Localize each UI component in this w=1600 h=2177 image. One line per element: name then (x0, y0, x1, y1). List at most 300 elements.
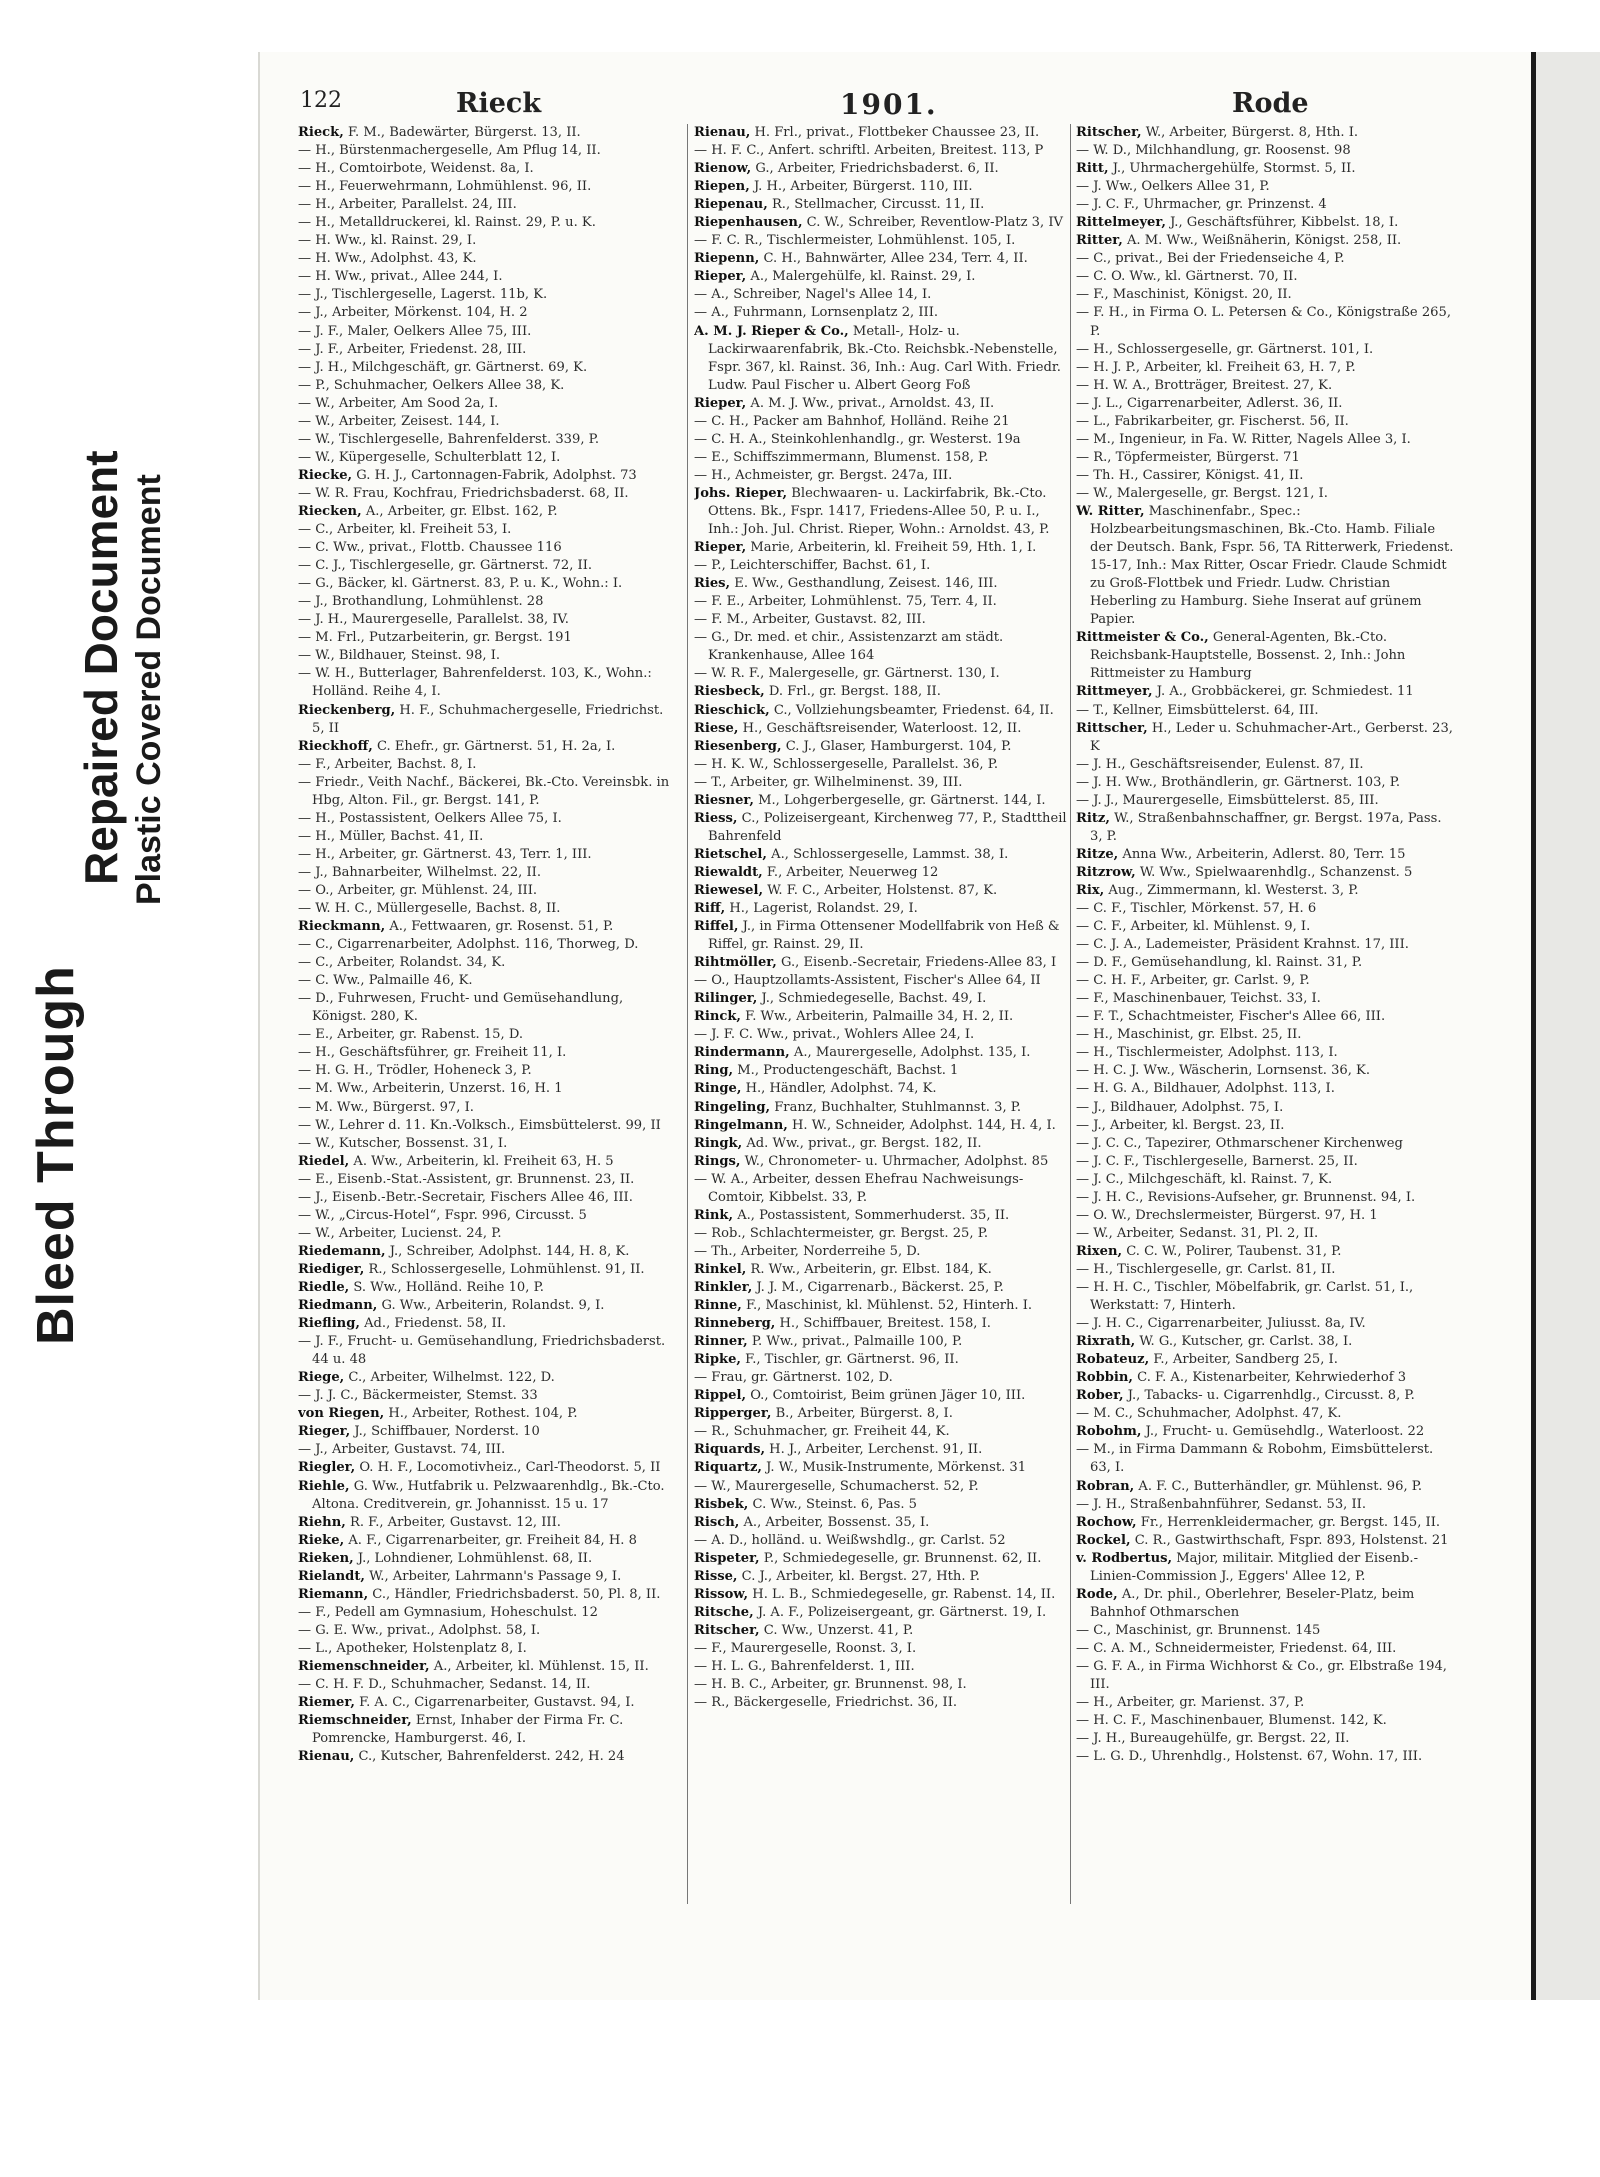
entry-details: — H. F. C., Anfert. schriftl. Arbeiten, Breitest. 113, P (694, 143, 1044, 159)
entry-details: — F. H., in Firma O. L. Petersen & Co., Königstraße 265, P. (1076, 305, 1451, 339)
directory-entry (694, 1405, 1074, 1423)
entry-details: A., Postassistent, Sommerhuderst. 35, II. (737, 1207, 1010, 1223)
entry-details: S. Ww., Holländ. Reihe 10, P. (353, 1280, 544, 1295)
entry-details: — W., Lehrer d. 11. Kn.-Volksch., Eimsbüttelerst. 99, II (298, 1117, 661, 1133)
entry-details: — R., Bäckergeselle, Friedrichst. 36, II. (694, 1695, 958, 1711)
entry-details: — A., Fuhrmann, Lornsenplatz 2, III. (694, 305, 939, 321)
directory-entry (298, 1405, 678, 1423)
entry-details: — C. O. Ww., kl. Gärtnerst. 70, II. (1076, 269, 1298, 285)
entry-surname: Rinkel, (694, 1261, 747, 1277)
entry-surname: Riepenn, (694, 251, 760, 267)
directory-entry (694, 990, 1074, 1008)
directory-entry (694, 1586, 1074, 1604)
directory-entry (694, 232, 1074, 250)
directory-entry (694, 214, 1074, 232)
directory-entry (694, 665, 1074, 683)
entry-details: J., Schiffbauer, Norderst. 10 (354, 1424, 540, 1440)
entry-details: — J., Tischlergeselle, Lagerst. 11b, K. (298, 287, 548, 303)
entry-details: Metall-, Holz- u. Lackirwaarenfabrik, Bk.-Cto. Reichsbk.-Nebenstelle, Fspr. 367, kl. Rainst. 36, Inh.: Aug. Carl With. Friedr. Ludw. Paul Fischer u. Albert Georg Foß (708, 323, 1061, 393)
entry-details: C. J., Glaser, Hamburgerst. 104, P. (785, 738, 1012, 754)
entry-details: F., Arbeiter, Neuerweg 12 (766, 864, 939, 880)
directory-entry (298, 1080, 678, 1098)
entry-details: — C., Cigarrenarbeiter, Adolphst. 116, Thorweg, D. (298, 937, 639, 953)
entry-details: — G., Dr. med. et chir., Assistenzarzt am städt. Krankenhause, Allee 164 (694, 630, 1004, 664)
directory-entry (694, 1387, 1074, 1405)
entry-surname: Ripke, (694, 1352, 741, 1368)
directory-entry (694, 1441, 1074, 1459)
entry-details: — W., Kutscher, Bossenst. 31, I. (298, 1135, 508, 1151)
directory-entry (298, 178, 678, 196)
entry-details: J., in Firma Ottensener Modellfabrik von Heß & Riffel, gr. Rainst. 29, II. (708, 919, 1060, 953)
entry-surname: Riepenhausen, (694, 215, 803, 231)
directory-entry (298, 1207, 678, 1225)
entry-details: J., Lohndiener, Lohmühlenst. 68, II. (357, 1550, 593, 1566)
entry-details: W., Chronometer- u. Uhrmacher, Adolphst. 85 (744, 1153, 1049, 1169)
entry-surname: Rinneberg, (694, 1316, 776, 1332)
entry-details: — J. F., Arbeiter, Friedenst. 28, III. (298, 341, 527, 357)
entry-surname: Rinkler, (694, 1280, 753, 1295)
entry-surname: A. M. J. Rieper & Co., (694, 323, 849, 339)
entry-surname: Rinner, (694, 1334, 748, 1350)
entry-details: — F. M., Arbeiter, Gustavst. 82, III. (694, 612, 926, 628)
entry-details: — W., Küpergeselle, Schulterblatt 12, I. (298, 449, 561, 465)
directory-entry (298, 1586, 678, 1604)
entry-surname: Riemschneider, (298, 1713, 412, 1729)
directory-entry (298, 449, 678, 467)
directory-entry (1076, 1658, 1456, 1694)
directory-entry (694, 1694, 1074, 1712)
entry-details: — W., Arbeiter, Lucienst. 24, P. (298, 1225, 502, 1241)
entry-details: — J. J. C., Bäckermeister, Stemst. 33 (298, 1388, 538, 1404)
entry-details: — H., Maschinist, gr. Elbst. 25, II. (1076, 1027, 1302, 1043)
entry-surname: Rixrath, (1076, 1334, 1136, 1350)
entry-details: Ernst, Inhaber der Firma Fr. C. Pomrencke, Hamburgerst. 46, I. (312, 1713, 624, 1747)
entry-details: — H. Ww., Adolphst. 43, K. (298, 251, 477, 267)
entry-details: H. L. B., Schmiedegeselle, gr. Rabenst. 14, II. (752, 1586, 1056, 1602)
directory-entry (1076, 683, 1456, 701)
directory-entry (298, 377, 678, 395)
entry-details: H. J., Arbeiter, Lerchenst. 91, II. (769, 1442, 983, 1458)
entry-details: — J. C., Milchgeschäft, kl. Rainst. 7, K. (1076, 1171, 1333, 1187)
running-head-left: Rieck (456, 88, 542, 119)
entry-details: A., Fettwaaren, gr. Rosenst. 51, P. (389, 919, 614, 935)
directory-entry (1076, 1243, 1456, 1261)
entry-details: — H., Müller, Bachst. 41, II. (298, 828, 484, 844)
entry-details: — C., Arbeiter, Rolandst. 34, K. (298, 955, 506, 971)
entry-details: F., Tischler, gr. Gärtnerst. 96, II. (745, 1352, 959, 1368)
directory-entry (694, 810, 1074, 846)
entry-details: — W. D., Milchhandlung, gr. Roosenst. 98 (1076, 143, 1351, 159)
entry-details: — Th. H., Cassirer, Königst. 41, II. (1076, 467, 1304, 483)
directory-entry (1076, 702, 1456, 720)
entry-surname: von Riegen, (298, 1406, 385, 1422)
directory-entry (298, 647, 678, 665)
directory-entry (298, 756, 678, 774)
directory-entry (298, 882, 678, 900)
directory-entry (694, 683, 1074, 701)
directory-entry (1076, 250, 1456, 268)
entry-details: — J. H., Straßenbahnführer, Sedanst. 53, II. (1076, 1496, 1366, 1512)
directory-entry (694, 774, 1074, 792)
directory-entry (298, 1622, 678, 1640)
entry-details: — G. F. A., in Firma Wichhorst & Co., gr. Elbstraße 194, III. (1076, 1658, 1447, 1693)
directory-entry (1076, 467, 1456, 485)
entry-details: F. M., Badewärter, Bürgerst. 13, II. (347, 125, 581, 140)
entry-details: — M. C., Schuhmacher, Adolphst. 47, K. (1076, 1406, 1342, 1422)
directory-entry (298, 467, 678, 485)
entry-surname: Riesbeck, (694, 684, 765, 700)
entry-details: C. W., Schreiber, Reventlow-Platz 3, IV (806, 215, 1063, 231)
directory-entry (1076, 142, 1456, 160)
entry-details: — P., Schuhmacher, Oelkers Allee 38, K. (298, 377, 565, 393)
entry-surname: v. Rodbertus, (1076, 1550, 1173, 1566)
entry-details: — H., Metalldruckerei, kl. Rainst. 29, P. u. K. (298, 215, 596, 231)
entry-surname: Riemer, (298, 1695, 355, 1711)
directory-entry (298, 1694, 678, 1712)
entry-details: — W., Tischlergeselle, Bahrenfelderst. 339, P. (298, 431, 599, 447)
directory-entry (694, 972, 1074, 990)
directory-entry (1076, 1044, 1456, 1062)
entry-details: — J., Brothandlung, Lohmühlenst. 28 (298, 594, 544, 610)
entry-details: — J., Eisenb.-Betr.-Secretair, Fischers Allee 46, III. (298, 1189, 633, 1205)
entry-surname: Rieckenberg, (298, 702, 396, 718)
entry-surname: Ritter, (1076, 233, 1123, 249)
entry-details: — J. F., Frucht- u. Gemüsehandlung, Friedrichsbaderst. 44 u. 48 (298, 1334, 666, 1368)
entry-details: — J., Arbeiter, Gustavst. 74, III. (298, 1442, 506, 1458)
directory-entry (298, 665, 678, 701)
entry-details: — J., Arbeiter, Mörkenst. 104, H. 2 (298, 305, 528, 321)
directory-entry (694, 1080, 1074, 1098)
directory-entry (298, 160, 678, 178)
directory-entry (694, 1423, 1074, 1441)
entry-surname: Robateuz, (1076, 1352, 1150, 1368)
entry-surname: W. Ritter, (1076, 503, 1145, 519)
entry-details: — H. C. J. Ww., Wäscherin, Lornsenst. 36, K. (1076, 1063, 1370, 1079)
entry-details: — M. Ww., Bürgerst. 97, I. (298, 1099, 474, 1115)
entry-details: — C., Arbeiter, kl. Freiheit 53, I. (298, 522, 512, 538)
entry-details: Blechwaaren- u. Lackirfabrik, Bk.-Cto. Ottens. Bk., Fspr. 1417, Friedens-Allee 50, P. u. I., Inh.: Joh. Jul. Christ. Rieper, Wohn.: Arnoldst. 43, P. (708, 485, 1050, 538)
directory-entry (694, 1459, 1074, 1477)
entry-details: F. A. C., Cigarrenarbeiter, Gustavst. 94, I. (359, 1695, 635, 1711)
entry-details: — H., Feuerwehrmann, Lohmühlenst. 96, II. (298, 179, 592, 195)
entry-surname: Rieckmann, (298, 919, 386, 935)
entry-surname: Riepen, (694, 179, 750, 195)
directory-entry (694, 1351, 1074, 1369)
directory-entry (298, 1044, 678, 1062)
entry-details: — C. H. A., Steinkohlenhandlg., gr. Westerst. 19a (694, 431, 1021, 447)
directory-entry (694, 1640, 1074, 1658)
directory-entry (694, 467, 1074, 485)
directory-entry (694, 323, 1074, 395)
entry-surname: Rielandt, (298, 1568, 365, 1584)
entry-details: M., Productengeschäft, Bachst. 1 (737, 1063, 959, 1079)
entry-details: — H. G. H., Trödler, Hoheneck 3, P. (298, 1063, 532, 1079)
directory-entry (298, 1568, 678, 1586)
directory-entry (298, 503, 678, 521)
entry-surname: Rittmeyer, (1076, 684, 1153, 700)
entry-details: — H., Arbeiter, gr. Marienst. 37, P. (1076, 1695, 1305, 1711)
entry-surname: Rieke, (298, 1532, 345, 1548)
directory-column-3 (1076, 124, 1456, 1914)
entry-details: A., Schlossergeselle, Lammst. 38, I. (771, 846, 1009, 862)
entry-details: — Frau, gr. Gärtnerst. 102, D. (694, 1370, 893, 1386)
entry-details: — W., Bildhauer, Steinst. 98, I. (298, 648, 501, 664)
directory-entry (694, 1604, 1074, 1622)
entry-surname: Johs. Rieper, (694, 485, 788, 501)
entry-details: H. F., Schuhmachergeselle, Friedrichst. 5, II (312, 702, 664, 736)
entry-details: — L., Fabrikarbeiter, gr. Fischerst. 56, II. (1076, 413, 1349, 429)
entry-details: — F. E., Arbeiter, Lohmühlenst. 75, Terr. 4, II. (694, 594, 997, 610)
entry-details: A., Arbeiter, gr. Elbst. 162, P. (365, 503, 558, 519)
directory-entry (298, 900, 678, 918)
directory-entry (298, 1315, 678, 1333)
entry-details: — C. H. F. D., Schuhmacher, Sedanst. 14, II. (298, 1677, 591, 1693)
next-page-edge (1531, 52, 1600, 2000)
entry-details: C. Ww., Steinst. 6, Pas. 5 (752, 1496, 917, 1512)
directory-entry (694, 196, 1074, 214)
directory-entry (1076, 395, 1456, 413)
entry-details: A. M. J. Ww., privat., Arnoldst. 43, II. (750, 395, 995, 411)
directory-entry (298, 1550, 678, 1568)
entry-details: O. H. F., Locomotivheiz., Carl-Theodorst. 5, II (359, 1460, 661, 1476)
running-head-right: Rode (1232, 88, 1309, 119)
directory-entry (1076, 1478, 1456, 1496)
entry-details: — F., Maurergeselle, Roonst. 3, I. (694, 1640, 917, 1656)
entry-surname: Riewaldt, (694, 864, 763, 880)
directory-entry (694, 1514, 1074, 1532)
entry-details: — J. H., Bureaugehülfe, gr. Bergst. 22, II. (1076, 1731, 1350, 1747)
directory-entry (694, 1315, 1074, 1333)
entry-details: — H. Ww., privat., Allee 244, I. (298, 269, 503, 285)
directory-entry (694, 1099, 1074, 1117)
directory-entry (1076, 864, 1456, 882)
directory-entry (298, 268, 678, 286)
directory-entry (298, 359, 678, 377)
entry-details: C. Ww., Unzerst. 41, P. (763, 1622, 914, 1638)
directory-entry (298, 1099, 678, 1117)
entry-details: A. Ww., Arbeiterin, kl. Freiheit 63, H. 5 (353, 1153, 614, 1169)
directory-entry (1076, 1730, 1456, 1748)
directory-entry (694, 1369, 1074, 1387)
directory-entry (1076, 1586, 1456, 1622)
entry-surname: Ritt, (1076, 161, 1109, 177)
entry-surname: Rieschick, (694, 702, 770, 718)
entry-details: — W. H., Butterlager, Bahrenfelderst. 103, K., Wohn.: Holländ. Reihe 4, I. (298, 666, 652, 700)
directory-entry (1076, 720, 1456, 756)
entry-surname: Robbin, (1076, 1370, 1133, 1386)
directory-entry (694, 1008, 1074, 1026)
entry-details: — M. Frl., Putzarbeiterin, gr. Bergst. 191 (298, 630, 572, 646)
entry-details: F., Maschinist, kl. Mühlenst. 52, Hinterh. I. (745, 1298, 1033, 1314)
directory-entry (694, 882, 1074, 900)
entry-details: — W. R. Frau, Kochfrau, Friedrichsbaderst. 68, II. (298, 485, 629, 501)
entry-surname: Rienau, (694, 125, 751, 140)
entry-details: — H., Bürstenmachergeselle, Am Pflug 14, II. (298, 143, 601, 159)
entry-surname: Ringe, (694, 1081, 742, 1097)
entry-details: — J. J., Maurergeselle, Eimsbüttelerst. 85, III. (1076, 792, 1379, 808)
entry-surname: Rinck, (694, 1009, 741, 1025)
entry-details: — F., Maschinenbauer, Teichst. 33, I. (1076, 991, 1321, 1007)
directory-entry (694, 1207, 1074, 1225)
entry-details: Anna Ww., Arbeiterin, Adlerst. 80, Terr. 15 (1122, 846, 1406, 862)
directory-entry (1076, 1441, 1456, 1477)
directory-entry (694, 1026, 1074, 1044)
directory-entry (298, 485, 678, 503)
entry-details: Ad. Ww., privat., gr. Bergst. 182, II. (746, 1135, 982, 1151)
directory-entry (694, 1062, 1074, 1080)
directory-entry (1076, 485, 1456, 503)
directory-entry (298, 250, 678, 268)
directory-entry (694, 286, 1074, 304)
entry-details: A., Arbeiter, kl. Mühlenst. 15, II. (433, 1658, 649, 1674)
entry-details: C., Arbeiter, Wilhelmst. 122, D. (348, 1370, 555, 1386)
entry-details: A., Dr. phil., Oberlehrer, Beseler-Platz, beim Bahnhof Othmarschen (1090, 1586, 1415, 1620)
directory-entry (1076, 1117, 1456, 1135)
entry-surname: Rietschel, (694, 846, 767, 862)
directory-entry (1076, 1369, 1456, 1387)
directory-entry (1076, 359, 1456, 377)
running-head-year: 1901. (840, 88, 938, 121)
entry-surname: Rissow, (694, 1586, 749, 1602)
entry-details: B., Arbeiter, Bürgerst. 8, I. (775, 1406, 953, 1422)
entry-surname: Riquards, (694, 1442, 765, 1458)
entry-details: — J. F., Maler, Oelkers Allee 75, III. (298, 323, 532, 339)
entry-details: J., Schmiedegeselle, Bachst. 49, I. (761, 991, 987, 1007)
entry-details: — Rob., Schlachtermeister, gr. Bergst. 25, P. (694, 1225, 989, 1241)
entry-details: R. Ww., Arbeiterin, gr. Elbst. 184, K. (750, 1261, 992, 1277)
entry-details: — M., in Firma Dammann & Robohm, Eimsbüttelerst. 63, I. (1076, 1442, 1434, 1476)
entry-details: — T., Kellner, Eimsbüttelerst. 64, III. (1076, 702, 1319, 718)
directory-entry (694, 1243, 1074, 1261)
directory-entry (298, 1189, 678, 1207)
entry-details: — J. H. C., Revisions-Aufseher, gr. Brunnenst. 94, I. (1076, 1189, 1416, 1205)
directory-entry (298, 232, 678, 250)
entry-details: W., Arbeiter, Bürgerst. 8, Hth. I. (1145, 125, 1359, 140)
entry-details: C. R., Gastwirthschaft, Fspr. 893, Holstenst. 21 (1134, 1532, 1449, 1548)
entry-details: J., Schreiber, Adolphst. 144, H. 8, K. (389, 1243, 630, 1259)
entry-surname: Riehle, (298, 1478, 350, 1494)
directory-entry (298, 738, 678, 756)
directory-entry (1076, 268, 1456, 286)
entry-details: G. H. J., Cartonnagen-Fabrik, Adolphst. 73 (356, 467, 637, 483)
directory-entry (694, 1261, 1074, 1279)
directory-entry (1076, 124, 1456, 142)
directory-entry (298, 1459, 678, 1477)
entry-details: — D. F., Gemüsehandlung, kl. Rainst. 31, P. (1076, 955, 1363, 971)
directory-entry (298, 810, 678, 828)
entry-details: — F., Maschinist, Königst. 20, II. (1076, 287, 1292, 303)
entry-surname: Ringeling, (694, 1099, 771, 1115)
entry-surname: Ritzrow, (1076, 864, 1136, 880)
directory-entry (298, 972, 678, 990)
directory-entry (1076, 160, 1456, 178)
entry-details: H., Arbeiter, Rothest. 104, P. (388, 1406, 578, 1422)
entry-surname: Rispeter, (694, 1550, 760, 1566)
entry-surname: Riedle, (298, 1280, 350, 1295)
directory-entry (1076, 1153, 1456, 1171)
entry-surname: Ritze, (1076, 846, 1119, 862)
directory-entry (1076, 629, 1456, 683)
entry-details: — H., Arbeiter, Parallelst. 24, III. (298, 197, 517, 213)
directory-entry (694, 611, 1074, 629)
entry-details: C. Ehefr., gr. Gärtnerst. 51, H. 2a, I. (376, 738, 616, 754)
entry-surname: Riediger, (298, 1261, 365, 1277)
directory-entry (298, 1712, 678, 1748)
directory-entry (298, 954, 678, 972)
directory-entry (1076, 954, 1456, 972)
entry-details: — H., Tischlermeister, Adolphst. 113, I. (1076, 1045, 1338, 1061)
entry-details: — C. F., Arbeiter, kl. Mühlenst. 9, I. (1076, 919, 1311, 935)
directory-entry (298, 828, 678, 846)
entry-details: — W., „Circus-Hotel“, Fspr. 996, Circusst. 5 (298, 1207, 587, 1223)
entry-details: — W., Malergeselle, gr. Bergst. 121, I. (1076, 485, 1328, 501)
directory-entry (694, 702, 1074, 720)
directory-entry (1076, 972, 1456, 990)
entry-details: — F. T., Schachtmeister, Fischer's Allee 66, III. (1076, 1009, 1386, 1025)
entry-details: — F. C. R., Tischlermeister, Lohmühlenst. 105, I. (694, 233, 1016, 249)
entry-details: W., Arbeiter, Lahrmann's Passage 9, I. (369, 1568, 622, 1584)
directory-entry (298, 557, 678, 575)
entry-details: — H. B. C., Arbeiter, gr. Brunnenst. 98, I. (694, 1677, 967, 1693)
entry-details: H. W., Schneider, Adolphst. 144, H. 4, I. (791, 1117, 1056, 1133)
entry-details: — J., Bildhauer, Adolphst. 75, I. (1076, 1099, 1284, 1115)
entry-details: H., Händler, Adolphst. 74, K. (745, 1081, 937, 1097)
directory-entry (694, 1135, 1074, 1153)
entry-details: W., Straßenbahnschaffner, gr. Bergst. 197a, Pass. 3, P. (1090, 810, 1442, 844)
entry-surname: Rienau, (298, 1749, 355, 1765)
entry-details: General-Agenten, Bk.-Cto. Reichsbank-Hauptstelle, Bossenst. 2, Inh.: John Rittmeister zu Hamburg (1090, 630, 1406, 682)
directory-entry (694, 720, 1074, 738)
entry-details: A., Maurergeselle, Adolphst. 135, I. (793, 1045, 1031, 1061)
directory-entry (694, 485, 1074, 539)
entry-surname: Riemann, (298, 1586, 369, 1602)
entry-details: R., Stellmacher, Circusst. 11, II. (771, 197, 985, 213)
entry-surname: Rieck, (298, 125, 344, 140)
directory-entry (1076, 503, 1456, 629)
entry-details: R. F., Arbeiter, Gustavst. 12, III. (349, 1514, 561, 1530)
entry-details: W. G., Kutscher, gr. Carlst. 38, I. (1139, 1334, 1353, 1350)
directory-entry (1076, 413, 1456, 431)
entry-details: — J. C. F., Uhrmacher, gr. Prinzenst. 4 (1076, 197, 1327, 213)
directory-entry (1076, 286, 1456, 304)
directory-entry (1076, 1532, 1456, 1550)
directory-entry (298, 1532, 678, 1550)
entry-details: — J. F. C. Ww., privat., Wohlers Allee 24, I. (694, 1027, 975, 1043)
entry-details: E. Ww., Gesthandlung, Zeisest. 146, III. (734, 576, 998, 592)
entry-details: — G., Bäcker, kl. Gärtnerst. 83, P. u. K., Wohn.: I. (298, 576, 623, 592)
directory-entry (1076, 1171, 1456, 1189)
directory-entry (1076, 304, 1456, 340)
entry-details: — M. Ww., Arbeiterin, Unzerst. 16, H. 1 (298, 1081, 563, 1097)
entry-details: J. A. F., Polizeisergeant, gr. Gärtnerst. 19, I. (757, 1604, 1047, 1620)
directory-entry (1076, 1496, 1456, 1514)
entry-surname: Riesenberg, (694, 738, 782, 754)
directory-entry (298, 1135, 678, 1153)
entry-surname: Riffel, (694, 919, 739, 935)
directory-entry (298, 413, 678, 431)
entry-details: — C. Ww., privat., Flottb. Chaussee 116 (298, 540, 562, 556)
column-divider (687, 124, 688, 1904)
entry-details: H., Leder u. Schuhmacher-Art., Gerberst. 23, K (1090, 720, 1453, 754)
directory-entry (1076, 449, 1456, 467)
entry-details: — P., Leichterschiffer, Bachst. 61, I. (694, 558, 931, 574)
directory-entry (1076, 1261, 1456, 1279)
entry-details: Aug., Zimmermann, kl. Westerst. 3, P. (1108, 882, 1359, 898)
directory-entry (694, 1117, 1074, 1135)
entry-surname: Riedemann, (298, 1243, 386, 1259)
entry-details: — A., Schreiber, Nagel's Allee 14, I. (694, 287, 932, 303)
directory-entry (1076, 1694, 1456, 1712)
